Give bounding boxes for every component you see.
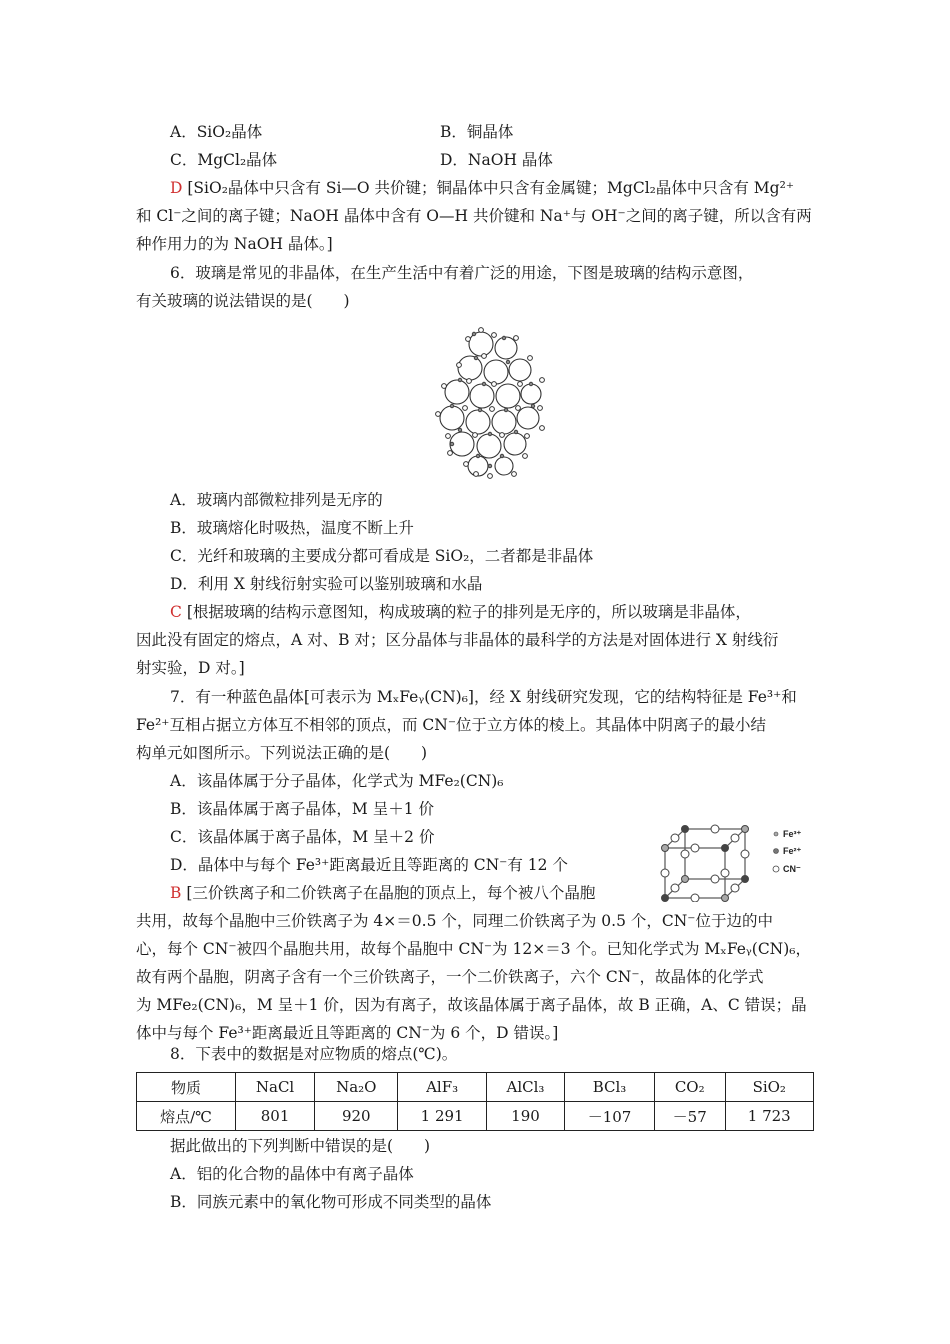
q7-explanation-line-2: 共用，故每个晶胞中三价铁离子为 4×＝0.5 个，同理二价铁离子为 0.5 个，CN⁻位于边的中 [136,912,773,930]
table-row [137,1102,814,1131]
q7-explanation-line-4: 故有两个晶胞，阴离子含有一个三价铁离子，一个二价铁离子，六个 CN⁻，故晶体的化学式 [136,968,764,986]
q8-after-table: 据此做出的下列判断中错误的是( ) [170,1137,431,1155]
table-cell: 190 [486,1102,564,1131]
q7-explanation-line-1 [170,882,595,904]
legend-fe3: Fe³⁺ [783,829,802,839]
q6-stem-line-2: 有关玻璃的说法错误的是( ) [136,292,350,310]
q5-explanation-line-1 [170,177,794,199]
q5-explanation-text: [SiO₂晶体中只含有 Si—O 共价键；铜晶体中只含有金属键；MgCl₂晶体中只含有 Mg²⁺ [187,179,794,197]
q5-option-a: A．SiO₂晶体 [170,123,263,141]
table-cell: 1 291 [398,1102,486,1131]
q5-explanation-line-2: 和 Cl⁻之间的离子键；NaOH 晶体中含有 O—H 共价键和 Na⁺与 OH⁻之间的离子键，所以含有两 [136,207,812,225]
q7-explanation-line-6: 体中与每个 Fe³⁺距离最近且等距离的 CN⁻为 6 个，D 错误。] [136,1024,559,1042]
table-cell: AlF₃ [398,1073,486,1102]
cn-cell-diagram [655,822,810,902]
q6-explanation-line-1 [170,601,751,623]
q7-option-b: B．该晶体属于离子晶体，M 呈＋1 价 [170,800,434,818]
q8-stem: 8．下表中的数据是对应物质的熔点(℃)。 [170,1045,458,1063]
table-cell: CO₂ [654,1073,725,1102]
q7-stem-line-3: 构单元如图所示。下列说法正确的是( ) [136,744,428,762]
table-cell: －57 [654,1102,725,1131]
table-cell: －107 [565,1102,655,1131]
legend-fe2: Fe²⁺ [783,846,802,856]
q8-option-a: A．铝的化合物的晶体中有离子晶体 [170,1165,414,1183]
q6-explanation-line-3: 射实验，D 对。] [136,659,245,677]
q5-answer: D [170,179,183,197]
q5-option-d: D．NaOH 晶体 [440,151,553,169]
table-cell: 920 [315,1102,398,1131]
table-cell: 1 723 [725,1102,813,1131]
q6-option-d: D．利用 X 射线衍射实验可以鉴别玻璃和水晶 [170,575,483,593]
q6-explanation-text: [根据玻璃的结构示意图知，构成玻璃的粒子的排列是无序的，所以玻璃是非晶体， [186,603,751,621]
table-cell: 801 [236,1102,315,1131]
q7-explanation-line-5: 为 MFe₂(CN)₆，M 呈＋1 价，因为有离子，故该晶体属于离子晶体，故 B 正确，A、C 错误；晶 [136,996,807,1014]
table-cell: BCl₃ [565,1073,655,1102]
q7-explanation-line-3: 心，每个 CN⁻被四个晶胞共用，故每个晶胞中 CN⁻为 12×＝3 个。已知化学式为 MₓFeᵧ(CN)₆， [136,940,812,958]
q6-option-b: B．玻璃熔化时吸热，温度不断上升 [170,519,414,537]
table-row [137,1073,814,1102]
q7-option-a: A．该晶体属于分子晶体，化学式为 MFe₂(CN)₆ [170,772,504,790]
table-cell: Na₂O [315,1073,398,1102]
q6-answer: C [170,603,182,621]
q5-option-c: C．MgCl₂晶体 [170,151,278,169]
table-cell: 熔点/℃ [137,1102,236,1131]
q8-option-b: B．同族元素中的氧化物可形成不同类型的晶体 [170,1193,492,1211]
q6-explanation-line-2: 因此没有固定的熔点，A 对、B 对；区分晶体与非晶体的最科学的方法是对固体进行 X 射线衍 [136,631,779,649]
q7-explanation-text: [三价铁离子和二价铁离子在晶胞的顶点上，每个被八个晶胞 [186,884,596,902]
q6-option-c: C．光纤和玻璃的主要成分都可看成是 SiO₂，二者都是非晶体 [170,547,594,565]
q7-answer: B [170,884,182,902]
q7-option-d: D．晶体中与每个 Fe³⁺距离最近且等距离的 CN⁻有 12 个 [170,856,568,874]
q7-option-c: C．该晶体属于离子晶体，M 呈＋2 价 [170,828,435,846]
q5-option-b: B．铜晶体 [440,123,514,141]
q7-stem-line-2: Fe²⁺互相占据立方体互不相邻的顶点，而 CN⁻位于立方体的棱上。其晶体中阴离子的最小结 [136,716,767,734]
q7-stem-line-1: 7．有一种蓝色晶体[可表示为 MₓFeᵧ(CN)₆]，经 X 射线研究发现，它的结构特征是 Fe³⁺和 [170,688,797,706]
table-cell: SiO₂ [725,1073,813,1102]
table-cell: NaCl [236,1073,315,1102]
melting-point-table [136,1072,814,1131]
table-cell: AlCl₃ [486,1073,564,1102]
q6-stem-line-1: 6．玻璃是常见的非晶体，在生产生活中有着广泛的用途，下图是玻璃的结构示意图， [170,264,754,282]
table-cell: 物质 [137,1073,236,1102]
glass-structure-diagram [432,318,550,480]
q5-explanation-line-3: 种作用力的为 NaOH 晶体。] [136,235,333,253]
q6-option-a: A．玻璃内部微粒排列是无序的 [170,491,383,509]
legend-cn: CN⁻ [783,864,801,874]
